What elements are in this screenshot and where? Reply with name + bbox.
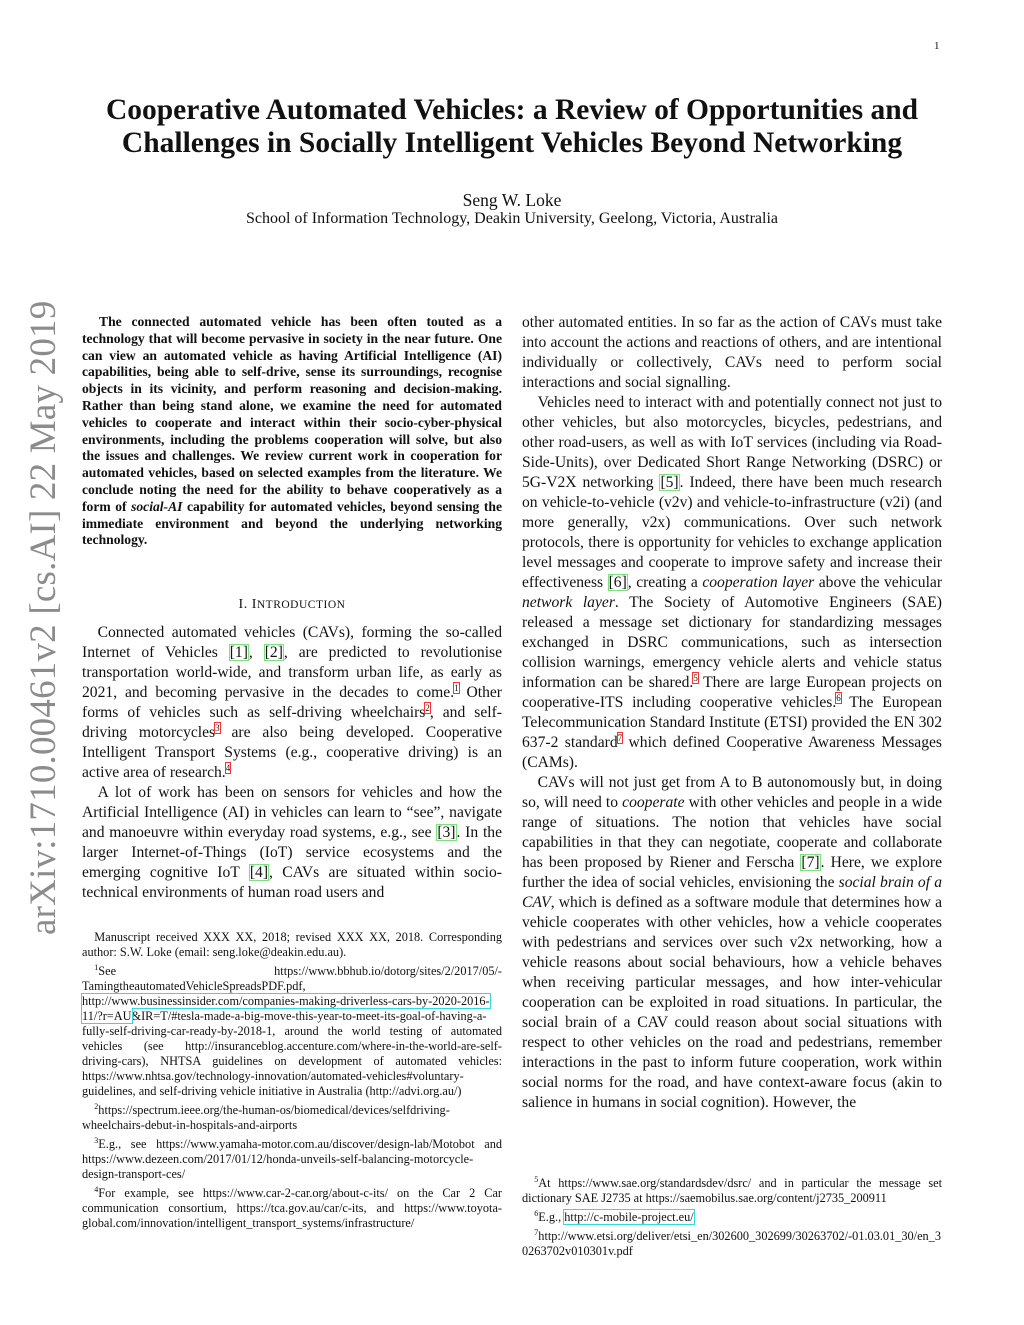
right-footnotes — [522, 1172, 942, 1259]
text: The European Telecommunication Standard Institute (ETSI) provided the EN 302 637-2 standard — [522, 694, 942, 751]
text: , are predicted to revolutionise transportation world-wide, and transform urban life, as early as 2021, and becoming pervasive in the decades to come. — [82, 644, 503, 702]
text: See https://www.bbhub.io/dotorg/sites/2/2017/05/-TamingtheautomatedVehicleSpreadsPDF.pdf, — [82, 964, 502, 994]
url-link[interactable]: http://c-mobile-project.eu/ — [564, 1210, 694, 1225]
author: Seng W. Loke — [462, 190, 562, 210]
paragraph — [522, 313, 942, 393]
abstract-text-end: capability for automated vehicles, beyond sensing the immediate environment and beyond the underlying networking technology. — [82, 498, 502, 548]
text: , and self-driving motorcycles — [82, 704, 502, 742]
text: A lot of work has been on sensors for vehicles and how the Artificial Intelligence (AI) in vehicles can learn to “see”, navigate and manoeuvre within everyday road systems, e.g., see — [82, 784, 502, 842]
footnote — [82, 930, 502, 960]
text: E.g., see https://www.yamaha-motor.com.au/discover/design-lab/Motobot and https://www.dezeen.com/2017/01/12/honda-unveils-self-balancing-motorcycle-design-transport-ces/ — [82, 1137, 502, 1182]
text: https://spectrum.ieee.org/the-human-os/biomedical/devices/selfdriving-wheelchairs-debut-in-hospitals-and-airports — [82, 1103, 450, 1133]
citation-link[interactable]: [2] — [264, 644, 283, 662]
footnote-number: 6 — [534, 1209, 539, 1219]
citation-link[interactable]: [6] — [608, 574, 627, 591]
footnote — [82, 1182, 502, 1231]
emphasis: social brain of a CAV — [522, 874, 942, 911]
footnote — [522, 1172, 942, 1206]
text: , CAVs are situated within socio-technical environments of human road users and — [82, 864, 502, 902]
footnote-mark[interactable]: 4 — [225, 762, 231, 773]
footnote — [522, 1225, 942, 1259]
footnote-number: 4 — [94, 1185, 99, 1195]
text: Vehicles need to interact with and potentially connect not just to other vehicles, but also motorcycles, bicycles, pedestrians, and other road-users, as well as with IoT services (including via Road-Side-Units), over Dedicated Short Range Networking (DSRC) or 5G-V2X networking — [522, 394, 942, 491]
footnote-number: 2 — [94, 1102, 99, 1112]
section-title: NTRODUCTION — [256, 599, 346, 612]
emphasis: network layer — [522, 594, 615, 611]
footnote — [82, 1133, 502, 1182]
citation-link[interactable]: [7] — [801, 854, 820, 871]
text: Other forms of vehicles such as self-driving wheelchairs — [82, 684, 502, 722]
text: . The Society of Automotive Engineers (SAE) released a message set dictionary for standardizing messages exchanged in DSRC communications, such as intersection collision warnings, emergency vehicle alerts and vehicle status information can be shared. — [522, 594, 942, 691]
text: , creating a — [627, 574, 703, 591]
right-body — [522, 313, 942, 1113]
text: other automated entities. In so far as the action of CAVs must take into account the actions and reactions of others, and are intentional individually or collectively, CAVs need to perform social interactions and social signalling. — [522, 314, 942, 391]
text: . Indeed, there have been much research on vehicle-to-vehicle (v2v) and vehicle-to-infrastructure (v2i) (and more generally, v2x) communications. Over such network protocols, there is opportunity for vehicles to exchange application level messages and cooperate to improve safety and increase their effectiveness — [522, 474, 942, 591]
text: which defined Cooperative Awareness Messages (CAMs). — [522, 734, 942, 771]
text: with other vehicles and people in a wide range of situations. The notion that vehicles have social capabilities in that they can negotiate, cooperate and collaborate has been proposed by Riener and Ferscha — [522, 794, 942, 871]
citation-link[interactable]: [1] — [229, 644, 248, 662]
text: Manuscript received XXX XX, 2018; revised XXX XX, 2018. Corresponding author: S.W. Loke (email: seng.loke@deakin.edu.au). — [82, 930, 502, 959]
footnote-number: 1 — [94, 963, 99, 972]
abstract — [82, 314, 502, 549]
footnote — [522, 1206, 942, 1225]
right-column — [522, 313, 942, 1113]
footnote-number: 7 — [534, 1228, 539, 1238]
paragraph — [522, 393, 942, 773]
footnote — [82, 960, 502, 1099]
paper-title: Cooperative Automated Vehicles: a Review of Opportunities and Challenges in Socially Intelligent Vehicles Beyond Networking — [105, 94, 919, 159]
paragraph — [522, 773, 942, 1113]
citation-link[interactable]: [3] — [437, 824, 456, 842]
text: . In the larger Internet-of-Things (IoT) service ecosystems and the emerging cognitive IoT — [82, 824, 502, 882]
emphasis: cooperation layer — [702, 574, 815, 591]
footnote-mark[interactable]: 1 — [454, 682, 459, 693]
text: E.g., — [538, 1210, 565, 1225]
left-body — [82, 623, 502, 903]
text: . Here, we explore further the idea of social vehicles, envisioning the — [522, 854, 942, 891]
footnote-mark[interactable]: 2 — [425, 702, 430, 713]
text: above the vehicular — [814, 574, 943, 591]
text: &IR=T/#tesla-made-a-big-move-this-year-to-meet-its-goal-of-having-a-fully-self-driving-car-ready-by-2018-1, around the world testing of automated vehicles (see http://insuranceblog.accenture.com/where-in-the-world-are-self-driving-cars), NHTSA guidelines on development of automated vehicles: https://www.nhtsa.gov/technology-innovation/automated-vehicles#voluntary-guidelines, and self-driving vehicle initiative in Australia (http://advi.org.au/) — [82, 1009, 502, 1099]
url-link[interactable]: http://www.businessinsider.com/companies-making-driverless-cars-by-2020-2016-11/?r=AU — [82, 994, 490, 1024]
text: , which is defined as a software module that determines how a vehicle cooperates with other vehicles, how a vehicle cooperates with pedestrians and services over such v2x networking, how a vehicle reasons about social behaviours, how a vehicle behaves when receiving particular messages, and how inter-vehicular cooperation can be exploited in road situations. In particular, the social brain of a CAV could reason about social situations with respect to other vehicles on the road and pedestrians, remember interactions in the past to inform future cooperation, work within social norms for the road, and have context-aware focus (akin to salience in humans in social cognition). However, the — [522, 894, 942, 1111]
footnote-number: 5 — [534, 1175, 539, 1184]
text: CAVs will not just get from A to B autonomously but, in doing so, will need to — [522, 774, 942, 811]
citation-link[interactable]: [4] — [249, 864, 269, 882]
paragraph — [82, 783, 502, 903]
abstract-emphasis: social-AI — [131, 498, 183, 514]
text: are also being developed. Cooperative Intelligent Transport Systems (e.g., cooperative driving) is an active area of research. — [82, 724, 503, 782]
affiliation: School of Information Technology, Deakin University, Geelong, Victoria, Australia — [245, 210, 779, 227]
footnote-mark[interactable]: 6 — [836, 692, 841, 703]
arxiv-stamp: arXiv:1710.00461v2 [cs.AI] 22 May 2019 — [23, 300, 64, 935]
emphasis: cooperate — [622, 794, 685, 811]
text: , — [248, 644, 264, 662]
page-number: 1 — [934, 40, 940, 52]
left-column — [82, 314, 502, 903]
footnote — [82, 1099, 502, 1133]
section-heading — [82, 597, 502, 613]
text: For example, see https://www.car-2-car.org/about-c-its/ on the Car 2 Car communication consortium, https://tca.gov.au/car/c-its, and https://www.toyota-global.com/innovation/intelligent_transport_systems/infrastructure/ — [82, 1186, 502, 1231]
text: Connected automated vehicles (CAVs), forming the so-called Internet of Vehicles — [82, 624, 502, 662]
text: There are large European projects on cooperative-ITS including cooperative vehicles. — [522, 674, 942, 711]
footnote-mark[interactable]: 3 — [215, 722, 220, 733]
text: http://www.etsi.org/deliver/etsi_en/302600_302699/30263702/-01.03.01_30/en_30263702v010301v.pdf — [522, 1229, 941, 1259]
left-footnotes — [82, 930, 502, 1231]
text: At https://www.sae.org/standardsdev/dsrc/ and in particular the message set dictionary SAE J2735 at https://saemobilus.sae.org/content/j2735_200911 — [522, 1176, 942, 1206]
footnote-number: 3 — [94, 1136, 99, 1146]
footnote-mark[interactable]: 5 — [693, 672, 698, 683]
paragraph — [82, 623, 502, 783]
abstract-text: The connected automated vehicle has been often touted as a technology that will become pervasive in society in the near future. One can view an automated vehicle as having Artificial Intelligence (AI) capabilities, being able to self-drive, sense its surroundings, recognise objects in its vicinity, and perform reasoning and decision-making. Rather than being stand alone, we examine the need for automated vehicles to cooperate and interact within their socio-cyber-physical environments, including the problems cooperation will solve, but also the issues and challenges. We review current work in cooperation for automated vehicles, based on selected examples from the literature. We conclude noting the need for the ability to behave cooperatively as a form of — [82, 314, 502, 514]
footnote-mark[interactable]: 7 — [617, 732, 623, 743]
citation-link[interactable]: [5] — [660, 474, 679, 491]
section-number: I. I — [238, 597, 257, 613]
